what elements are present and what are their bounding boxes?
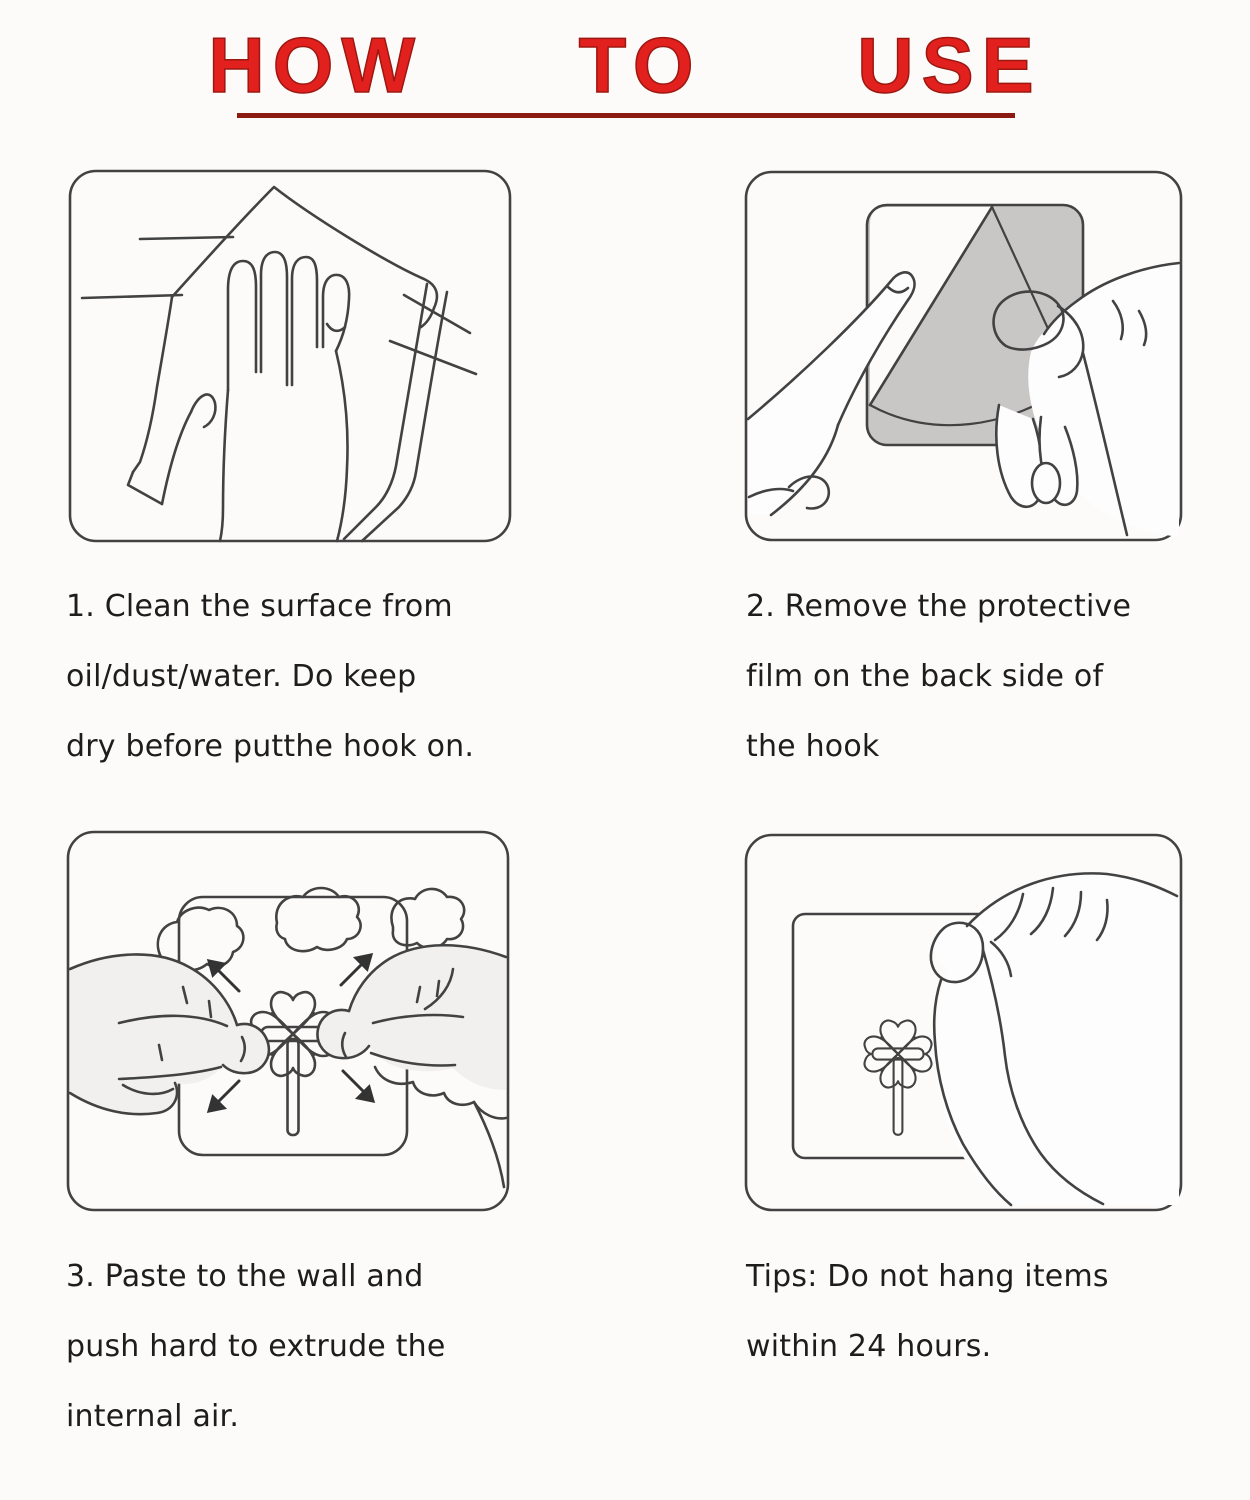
caption-line: the hook [746, 729, 880, 764]
caption-line: oil/dust/water. Do keep [66, 659, 417, 694]
step-3-illustration [63, 827, 513, 1215]
step-2-caption [746, 572, 1226, 782]
wiping-hand [220, 252, 349, 541]
caption-line: film on the back side of [746, 659, 1104, 694]
caption-line: push hard to extrude the [66, 1329, 446, 1364]
pressing-fist-hand [931, 873, 1179, 1205]
page-title: HOW TO USE [208, 21, 1042, 109]
step-2-illustration [741, 167, 1186, 545]
caption-line: 2. Remove the protective [746, 589, 1132, 624]
clover-hook [865, 1021, 932, 1135]
hook-stem [288, 1039, 299, 1135]
caption-line: dry before putthe hook on. [66, 729, 475, 764]
tips-illustration [741, 830, 1186, 1215]
speed-lines [82, 237, 233, 298]
left-pressing-hand [70, 954, 269, 1114]
caption-line: within 24 hours. [746, 1329, 992, 1364]
tips-caption [746, 1242, 1226, 1382]
step-1-caption [66, 572, 586, 782]
caption-line: 1. Clean the surface from [66, 589, 453, 624]
panel-border [70, 171, 510, 541]
caption-line: 3. Paste to the wall and [66, 1259, 424, 1294]
cloth-outline [128, 187, 476, 541]
caption-line: internal air. [66, 1399, 240, 1434]
title-underline [237, 113, 1015, 118]
step-3-caption [66, 1242, 586, 1452]
caption-line: Tips: Do not hang items [746, 1259, 1109, 1294]
step-1-illustration [65, 166, 515, 546]
